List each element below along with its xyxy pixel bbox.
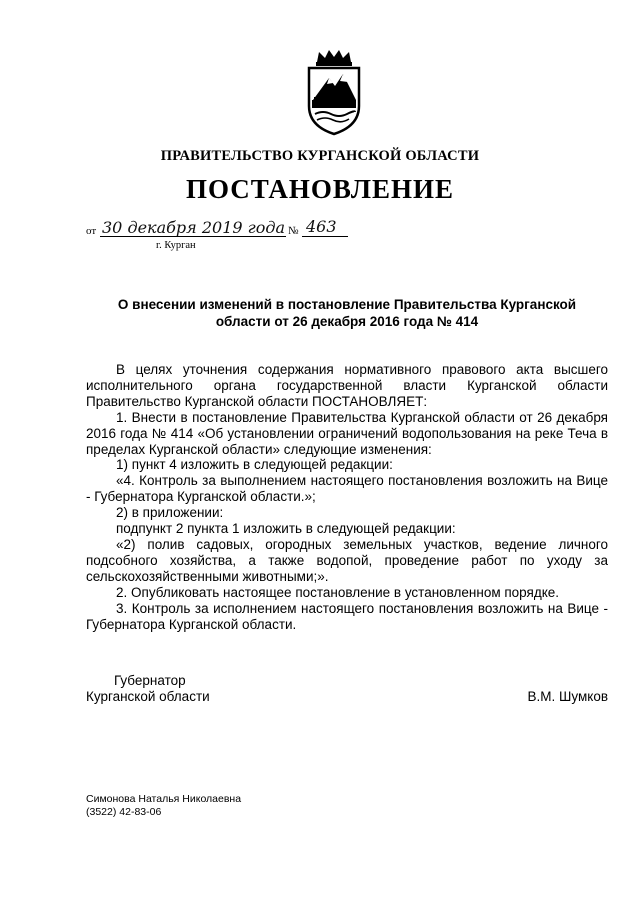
executor-info [86, 793, 241, 819]
city-label: г. Курган [156, 240, 196, 251]
document-body [86, 362, 608, 632]
executor-phone: (3522) 42-83-06 [86, 806, 162, 818]
body-paragraph: подпункт 2 пункта 1 изложить в следующей редакции: [116, 521, 456, 537]
number-underline [302, 236, 348, 237]
body-paragraph: 2) в приложении: [116, 505, 224, 521]
handwritten-number: 463 [306, 217, 337, 236]
signatory-name: В.М. Шумков [527, 689, 608, 704]
body-paragraph: 3. Контроль за исполнением настоящего постановления возложить на Вице - Губернатора Курганской области. [86, 600, 608, 632]
body-paragraph: «2) полив садовых, огородных земельных участков, ведение личного подсобного хозяйства, а также водопой, проведение работ по уходу за сельскохозяйственными животными;». [86, 536, 608, 584]
body-paragraph: В целях уточнения содержания нормативного правового акта высшего исполнительного органа государственной власти Курганской области Правительство Курганской области ПОСТАНОВЛЯЕТ: [86, 362, 608, 409]
date-underline [100, 236, 286, 237]
body-paragraph: 2. Опубликовать настоящее постановление в установленном порядке. [116, 584, 560, 600]
document-type-title: ПОСТАНОВЛЕНИЕ [185, 174, 455, 204]
number-label: № [288, 225, 299, 237]
handwritten-date: 30 декабря 2019 года [102, 218, 286, 237]
body-paragraph: 1. Внести в постановление Правительства Курганской области от 26 декабря 2016 года № 414 «Об установлении ограничений водопользования на реке Теча в пределах Курганской области» следующие изменения: [86, 409, 608, 457]
subject-line-1: О внесении изменений в постановление Правительства Курганской [117, 297, 577, 312]
body-paragraph: 1) пункт 4 изложить в следующей редакции: [116, 457, 393, 473]
signatory-title [86, 673, 286, 705]
coat-of-arms-icon [303, 48, 365, 136]
document-subject [86, 296, 608, 330]
signatory-title-line-1: Губернатор [114, 673, 186, 688]
dateline [86, 217, 366, 260]
government-name: ПРАВИТЕЛЬСТВО КУРГАНСКОЙ ОБЛАСТИ [160, 148, 480, 164]
signatory-title-line-2: Курганской области [86, 689, 210, 704]
executor-name: Симонова Наталья Николаевна [86, 793, 242, 805]
subject-line-2: области от 26 декабря 2016 года № 414 [215, 314, 479, 329]
date-from-label: от [86, 225, 97, 237]
body-paragraph: «4. Контроль за выполнением настоящего постановления возложить на Вице - Губернатора Курганской области.»; [86, 473, 608, 505]
